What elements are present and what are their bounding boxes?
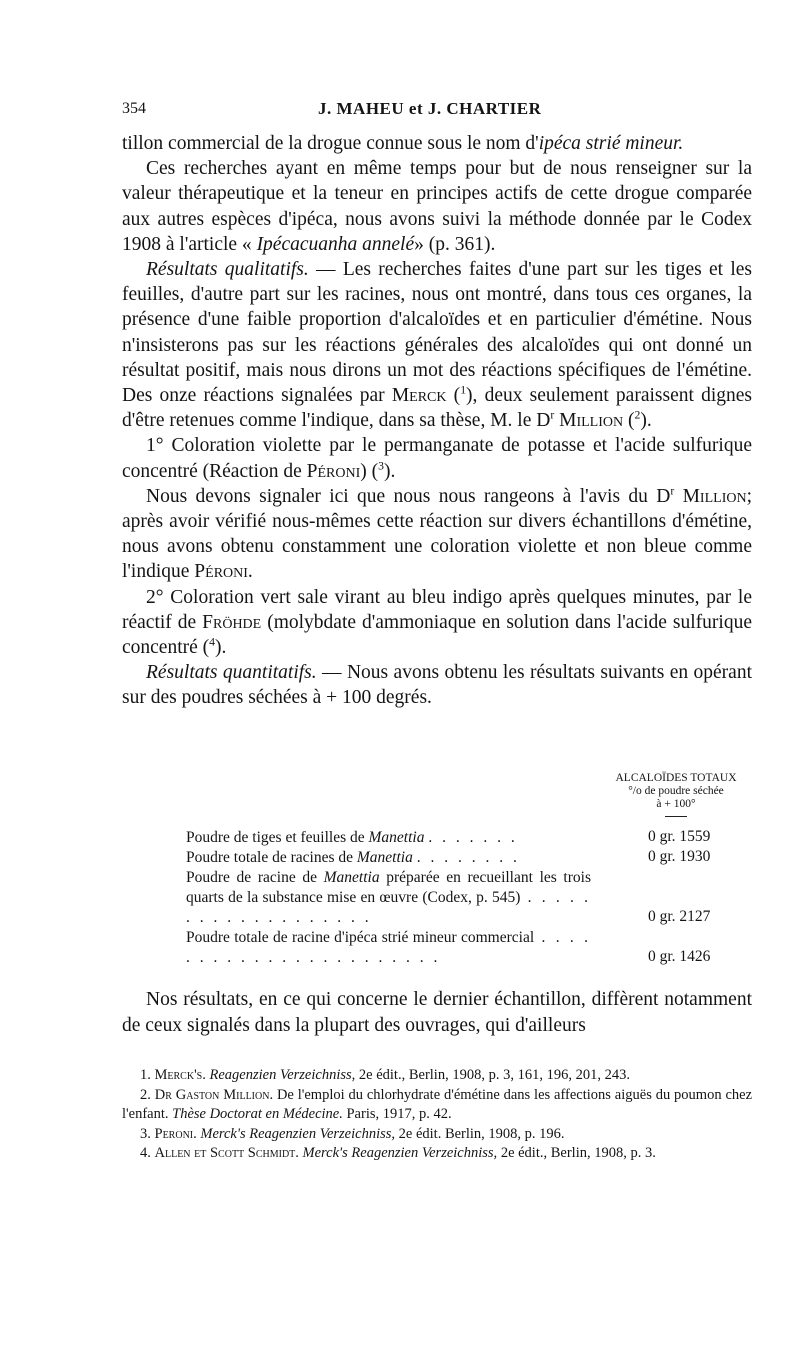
paragraph-reaction-1: 1° Coloration violette par le permanganate de potasse et l'acide sulfurique concentré (Réaction de Péroni) ($^3$). [122,435,752,482]
column-header: ALCALOÏDES TOTAUX °/o de poudre séchée à + 100° [596,772,756,817]
running-head: J. MAHEU et J. CHARTIER [318,99,542,118]
footnote-ref: 2 [634,408,641,422]
closing-paragraph: Nos résultats, en ce qui concerne le dernier échantillon, diffèrent notamment de ceux signalés dans la plupart des ouvrages, qui d'ailleurs [122,989,752,1036]
table-cell-value: 0 gr. 1559 [648,828,711,845]
paragraph-quantitative: Résultats quantitatifs. — Nous avons obtenu les résultats suivants en opérant sur des poudres séchées à + 100 degrés. [122,662,753,709]
paragraph-reaction-2: 2° Coloration vert sale virant au bleu indigo après quelques minutes, par le réactif de Fröhde (molybdate d'ammoniaque en solution dans l'acide sulfurique concentré ($^4$). [122,586,752,659]
footnote-ref: 4 [209,635,215,649]
table-cell-value: 0 gr. 1426 [648,948,711,965]
footnote: 4. Allen et Scott Schmidt. Merck's Reagenzien Verzeichniss, 2e édit., Berlin, 1908, p. 3. [140,1145,656,1161]
footnote-ref: 3 [378,459,384,473]
paragraph-remark: Nous devons signaler ici que nous nous rangeons à l'avis du $D^r$ Million; après avoir vérifié nous-mêmes cette réaction sur divers échantillons d'émétine, nous avons obtenu constamment une coloration violette et non bleue comme l'indique Péroni. [122,484,753,583]
table-cell-value: 0 gr. 2127 [648,908,711,925]
footnote: 2. Dr Gaston Million. De l'emploi du chlorhydrate d'émétine dans les affections aiguës du poumon chez l'enfant. Thèse Doctorat en Médecine. Paris, 1917, p. 42. [122,1086,753,1122]
section-title: Résultats quantitatifs. [146,662,317,684]
section-title: Résultats qualitatifs. [146,259,309,281]
table-cell-value: 0 gr. 1930 [648,848,711,865]
footnotes [122,1066,752,1164]
footnote-ref: 1 [460,383,467,397]
paragraph-qualitative: Résultats qualitatifs. — Les recherches faites d'une part sur les tiges et les feuilles, d'autre part sur les racines, nous ont montré, dans tous ces organes, la présence d'une faible proportion d'alcaloïdes et en particulier d'émétine. Nous n'insisterons pas sur les réactions générales des alcaloïdes qui ont donné un résultat positif, mais nous dirons un mot des réactions spécifiques de l'émétine. Des onze réactions signalées par Merck ($^1$), deux seulement paraissent dignes d'être retenues comme l'indique, dans sa thèse, M. le $D^r$ Million ($^2$). [122,259,752,432]
page-number: 354 [122,100,146,117]
footnote: 3. Peroni. Merck's Reagenzien Verzeichniss, 2e édit. Berlin, 1908, p. 196. [140,1125,565,1142]
paragraph-continuation: tillon commercial de la drogue connue sous le nom d'ipéca strié mineur. [122,133,684,154]
body-text [122,131,752,711]
paragraph-method: Ces recherches ayant en même temps pour but de nous renseigner sur la valeur thérapeutique et la teneur en principes actifs de cette drogue comparée aux autres espèces d'ipéca, nous avons suivi la méthode donnée par le Codex 1908 à l'article « Ipécacuanha annelé» (p. 361). [122,158,752,255]
page: 354 J. MAHEU et J. CHARTIER tillon commercial de la drogue connue sous le nom d'ipéca strié mineur. Ces recherches ayant en même temps pour but de nous renseigner sur la valeur thérapeutique et la teneur en principes actifs de cette drogue comparée aux autres espèces d'ipéca, nous avons suivi la méthode donnée par le Codex 1908 à l'article « Ipécacuanha annelé» (p. 361). Résultats qualitatifs. — Les recherches faites d'une part sur les tiges et les feuilles, d'autre part sur les racines, nous ont montré, dans tous ces organes, la présence d'une faible proportion d'alcaloïdes et en particulier d'émétine. Nous n'insisterons pas sur les réactions générales des alcaloïdes qui ont donné un résultat positif, mais nous dirons un mot des réactions spécifiques de l'émétine. Des onze réactions signalées par Merck ($^1$), deux seulement paraissent dignes d'être retenues comme l'indique, dans sa thèse, M. le $D^r$ Million ($^2$). 1° Coloration violette par le permanganate de potasse et l'acide sulfurique concentré (Réaction de Péroni) ($^3$). Nous devons signaler ici que nous nous rangeons à l'avis du $D^r$ Million; après avoir vérifié nous-mêmes cette réaction sur divers échantillons d'émétine, nous avons obtenu constamment une coloration violette et non bleue comme l'indique Péroni. 2° Coloration vert sale virant au bleu indigo après quelques minutes, par le réactif de Fröhde (molybdate d'ammoniaque en solution dans l'acide sulfurique concentré ($^4$). Résultats quantitatifs. — Nous avons obtenu les résultats suivants en opérant sur des poudres séchées à + 100 degrés. ALCALOÏDES TOTAUX °/o de poudre séchée à + 100° Poudre de tiges et feuilles de Manettia . . . . . . . 0 gr. 1559 Poudre totale de racines de Manettia . . . . . . . . 0 gr. 1930 Poudre de racine de Manettia préparée en recueillant les trois quarts de la substance mise en œuvre (Codex, p. 545) . . . . . . . . . . . . . . . . . . . 0 gr. 2127 Poudre totale de racine d'ipéca strié mineur commercial . . . . . . . . . . . . . . . . . . . . . . . 0 gr. 1426 Nos résultats, en ce qui concerne le dernier échantillon, diffèrent notamment de ceux signalés dans la plupart des ouvrages, qui d'ailleurs 1. Merck's. Reagenzien Verzeichniss, 2e édit., Berlin, 1908, p. 3, 161, 196, 201, 243. 2. Dr Gaston Million. De l'emploi du chlorhydrate d'émétine dans les affections aiguës du poumon chez l'enfant. Thèse Doctorat en Médecine. Paris, 1917, p. 42. 3. Peroni. Merck's Reagenzien Verzeichniss, 2e édit. Berlin, 1908, p. 196. 4. Allen et Scott Schmidt. Merck's Reagenzien Verzeichniss, 2e édit., Berlin, 1908, p. 3. [0,0,800,1353]
footnote: 1. Merck's. Reagenzien Verzeichniss, 2e édit., Berlin, 1908, p. 3, 161, 196, 201, 243. [140,1067,630,1083]
